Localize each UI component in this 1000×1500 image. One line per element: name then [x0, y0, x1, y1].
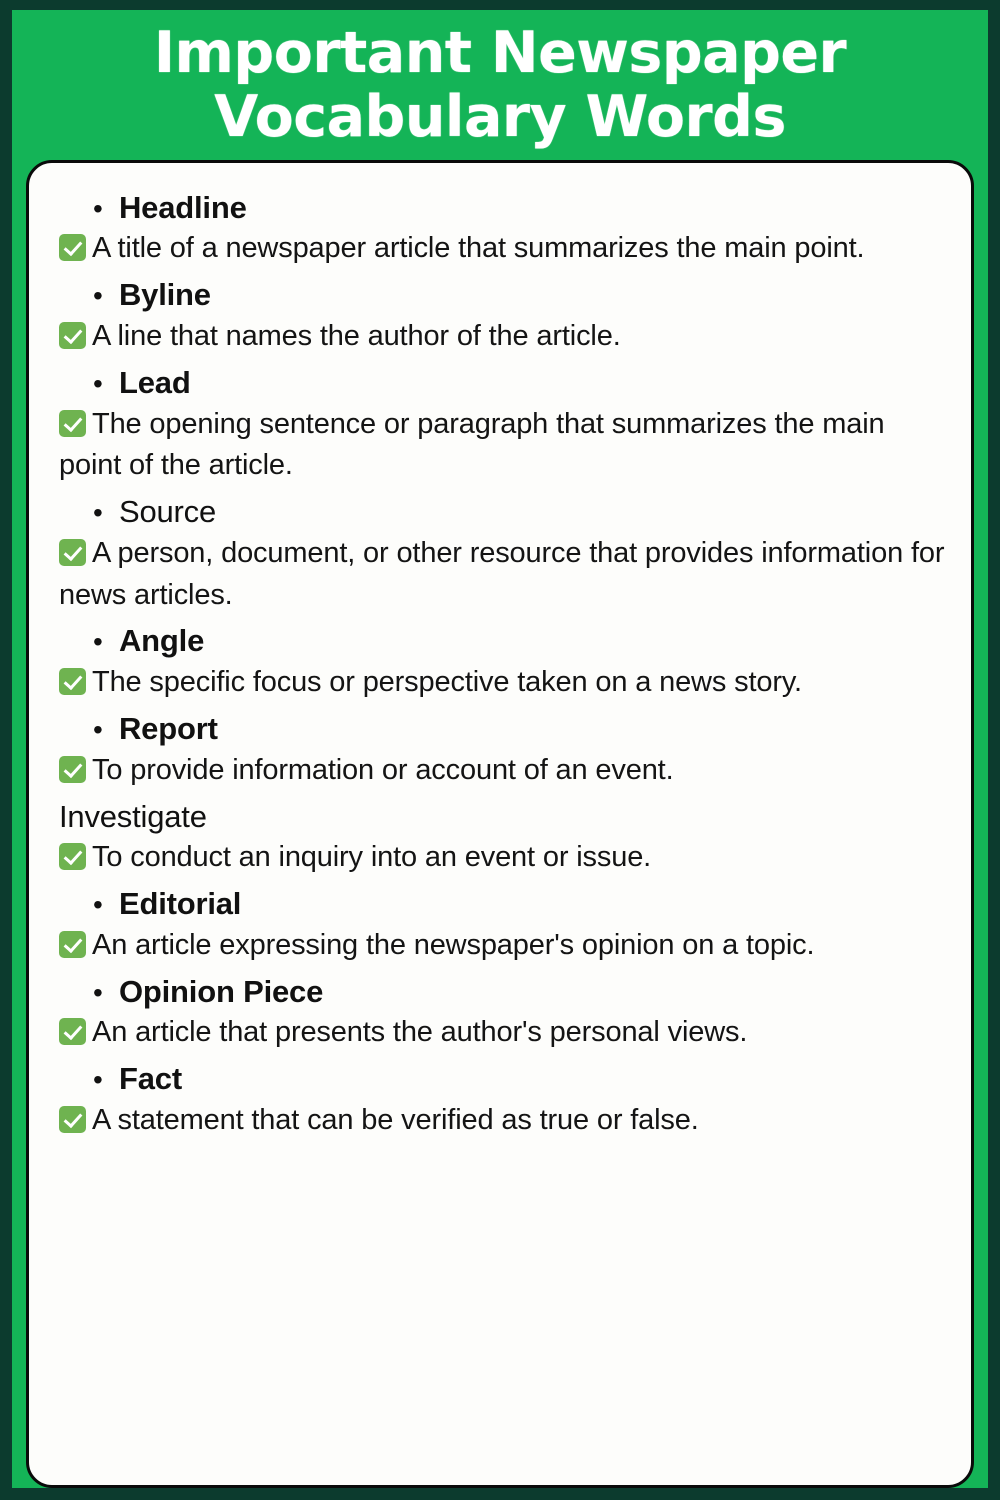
vocabulary-definition-row: [45, 316, 955, 358]
vocabulary-definition-row: [45, 925, 955, 967]
vocabulary-term-row: [45, 493, 955, 531]
vocabulary-definition-row: [45, 404, 955, 488]
bullet-icon: •: [93, 626, 103, 658]
check-mark-icon: [59, 756, 86, 783]
vocabulary-entry: [45, 364, 955, 487]
page-title-line-2: Vocabulary Words: [214, 83, 786, 150]
poster-green-field: [12, 10, 988, 1488]
check-mark-icon: [59, 539, 86, 566]
vocabulary-term: Source: [119, 494, 217, 530]
vocabulary-definition: The specific focus or perspective taken on a news story.: [92, 666, 802, 699]
vocabulary-definition-row: [45, 750, 955, 792]
check-mark-icon: [59, 1018, 86, 1045]
vocabulary-entry: [45, 973, 955, 1055]
vocabulary-definition-row: [45, 228, 955, 270]
bullet-icon: •: [93, 497, 103, 529]
vocabulary-term: Byline: [119, 277, 211, 313]
bullet-icon: •: [93, 1064, 103, 1096]
vocabulary-term-row: [45, 622, 955, 660]
vocabulary-term-row: [45, 798, 955, 836]
vocabulary-definition-row: [45, 1012, 955, 1054]
vocabulary-term-row: [45, 973, 955, 1011]
check-mark-icon: [59, 931, 86, 958]
vocabulary-entry: [45, 798, 955, 880]
vocabulary-term-row: [45, 276, 955, 314]
page-title-line-1: Important Newspaper: [153, 20, 847, 86]
bullet-icon: •: [93, 367, 103, 399]
check-mark-icon: [59, 843, 86, 870]
vocabulary-term: Lead: [119, 364, 191, 400]
poster-title-band: [12, 10, 988, 156]
check-mark-icon: [59, 322, 86, 349]
check-mark-icon: [59, 410, 86, 437]
vocabulary-list: [45, 189, 955, 1142]
vocabulary-definition-row: [45, 533, 955, 617]
vocabulary-term: Fact: [119, 1061, 182, 1097]
vocabulary-entry: [45, 189, 955, 271]
vocabulary-definition: An article that presents the author's personal views.: [92, 1016, 748, 1049]
vocabulary-term-row: [45, 364, 955, 402]
bullet-icon: •: [93, 976, 103, 1008]
vocabulary-entry: [45, 493, 955, 616]
bullet-icon: •: [93, 192, 103, 224]
vocabulary-definition: To conduct an inquiry into an event or issue.: [92, 841, 652, 874]
vocabulary-entry: [45, 710, 955, 792]
bullet-icon: •: [93, 889, 103, 921]
vocabulary-definition: A person, document, or other resource that provides information for news articles.: [59, 536, 945, 611]
vocabulary-definition: An article expressing the newspaper's opinion on a topic.: [92, 928, 815, 961]
vocabulary-definition: A title of a newspaper article that summarizes the main point.: [92, 232, 865, 265]
vocabulary-term-row: [45, 885, 955, 923]
vocabulary-card: [26, 160, 974, 1488]
bullet-icon: •: [93, 280, 103, 312]
check-mark-icon: [59, 668, 86, 695]
vocabulary-term-row: [45, 1060, 955, 1098]
vocabulary-definition-row: [45, 837, 955, 879]
vocabulary-definition-row: [45, 1100, 955, 1142]
vocabulary-definition: To provide information or account of an event.: [92, 753, 674, 786]
vocabulary-definition: A statement that can be verified as true or false.: [92, 1104, 699, 1137]
vocabulary-entry: [45, 1060, 955, 1142]
vocabulary-definition-row: [45, 662, 955, 704]
check-mark-icon: [59, 234, 86, 261]
vocabulary-definition: A line that names the author of the article.: [92, 320, 621, 353]
vocabulary-entry: [45, 885, 955, 967]
vocabulary-term-row: [45, 710, 955, 748]
check-mark-icon: [59, 1106, 86, 1133]
vocabulary-definition: The opening sentence or paragraph that summarizes the main point of the article.: [59, 407, 885, 482]
vocabulary-term: Editorial: [119, 886, 242, 922]
vocabulary-term: Angle: [119, 623, 205, 659]
bullet-icon: •: [93, 713, 103, 745]
vocabulary-term: Headline: [119, 189, 247, 225]
vocabulary-entry: [45, 276, 955, 358]
vocabulary-term: Investigate: [59, 798, 207, 834]
vocabulary-term: Report: [119, 710, 218, 746]
vocabulary-entry: [45, 622, 955, 704]
vocabulary-term: Opinion Piece: [119, 973, 324, 1009]
vocabulary-term-row: [45, 189, 955, 227]
